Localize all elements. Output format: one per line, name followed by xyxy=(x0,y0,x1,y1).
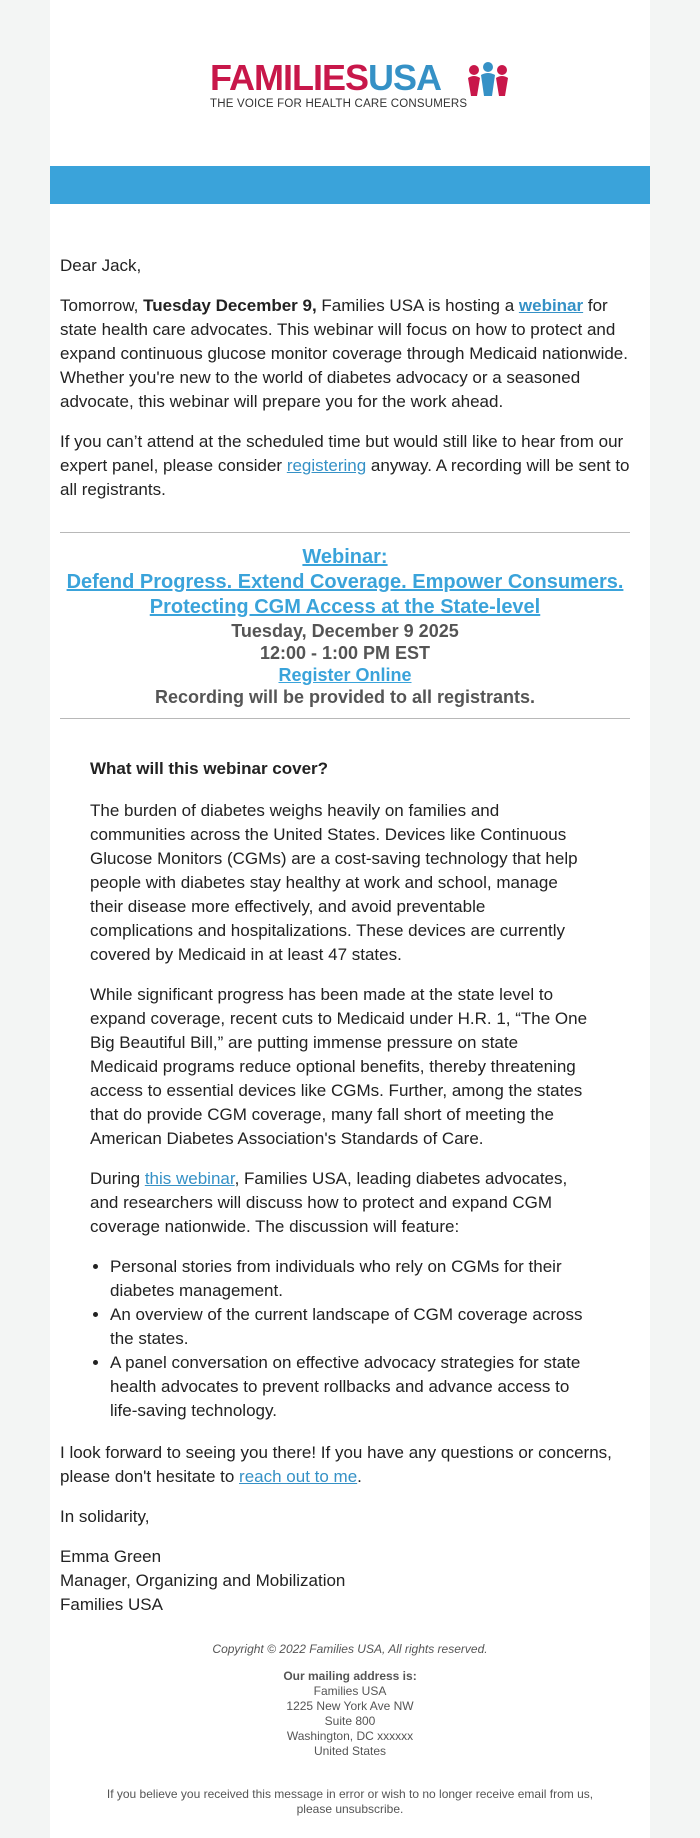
reach-out-link[interactable]: reach out to me xyxy=(239,1467,358,1486)
signature-org: Families USA xyxy=(60,1595,163,1614)
greeting: Dear Jack, xyxy=(60,256,142,275)
address-line: United States xyxy=(313,1744,387,1758)
list-item: • A panel conversation on effective advocacy strategies for state health advocates to prevent rollbacks and advance access to life-saving technology. xyxy=(110,1351,590,1423)
address-line: Suite 800 xyxy=(324,1714,376,1728)
families-usa-logo[interactable] xyxy=(210,57,510,120)
feature-list xyxy=(90,1255,590,1423)
logo-wordmark-families: FAMILIES xyxy=(210,57,369,98)
cover-paragraph-1: The burden of diabetes weighs heavily on families and communities across the United States. Devices like Continuous Glucose Monitors (CGMs) are a cost-saving technology that help people with diabetes stay healthy at work and school, manage their disease more effectively, and avoid preventable complications and hospitalizations. These devices are currently covered by Medicaid in at least 47 states. xyxy=(90,801,578,964)
webinar-date: Tuesday, December 9 2025 xyxy=(231,621,459,641)
logo-wordmark xyxy=(210,57,442,98)
people-icon xyxy=(466,62,510,98)
cover-heading: What will this webinar cover? xyxy=(90,759,329,778)
register-online-link[interactable]: Register Online xyxy=(278,665,412,685)
email-body xyxy=(60,254,630,1617)
mailing-address-label: Our mailing address is: xyxy=(283,1669,417,1683)
unsubscribe-text[interactable]: If you believe you received this message in error or wish to no longer receive email from us, please unsubscribe. xyxy=(106,1787,594,1816)
signature-role: Manager, Organizing and Mobilization xyxy=(60,1571,346,1590)
webinar-cover-section xyxy=(60,719,630,1423)
list-item: • An overview of the current landscape of CGM coverage across the states. xyxy=(110,1303,590,1351)
registering-link[interactable]: registering xyxy=(286,456,367,475)
copyright: Copyright © 2022 Families USA, All rights reserved. xyxy=(212,1642,488,1656)
logo-tagline: THE VOICE FOR HEALTH CARE CONSUMERS xyxy=(210,98,468,110)
recording-paragraph: If you can’t attend at the scheduled time but would still like to hear from our expert panel, please consider registering anyway. A recording will be sent to all registrants. xyxy=(60,432,630,499)
signature-name: Emma Green xyxy=(60,1547,162,1566)
email-container xyxy=(50,0,650,1838)
webinar-label-link[interactable]: Webinar: xyxy=(302,546,388,568)
recording-note: Recording will be provided to all registrants. xyxy=(154,687,536,707)
address-line: Washington, DC xxxxxx xyxy=(286,1729,414,1743)
intro-paragraph: Tomorrow, Tuesday December 9, Families USA is hosting a webinar for state health care advocates. This webinar will focus on how to protect and expand continuous glucose monitor coverage through Medicaid nationwide. Whether you're new to the world of diabetes advocacy or a seasoned advocate, this webinar will prepare you for the work ahead. xyxy=(60,296,628,411)
webinar-link[interactable]: webinar xyxy=(518,296,584,315)
email-footer xyxy=(50,1642,650,1817)
header-banner-bar xyxy=(50,166,650,204)
signature xyxy=(60,1545,630,1617)
logo-wordmark-usa: USA xyxy=(368,57,442,98)
webinar-details xyxy=(60,533,630,718)
list-item: • Personal stories from individuals who rely on CGMs for their diabetes management. xyxy=(110,1255,590,1303)
webinar-date-bold: Tuesday December 9, xyxy=(143,296,317,315)
webinar-title-line2[interactable]: Protecting CGM Access at the State-level xyxy=(149,596,541,618)
address-line: 1225 New York Ave NW xyxy=(286,1699,414,1713)
closing-paragraph: I look forward to seeing you there! If you have any questions or concerns, please don't hesitate to reach out to me. xyxy=(60,1443,612,1486)
signoff: In solidarity, xyxy=(60,1507,150,1526)
this-webinar-link[interactable]: this webinar xyxy=(144,1169,235,1188)
cover-paragraph-2: While significant progress has been made at the state level to expand coverage, recent cuts to Medicaid under H.R. 1, “The One Big Beautiful Bill,” are putting immense pressure on state Medicaid programs reduce optional benefits, thereby threatening access to essential devices like CGMs. Further, among the states that do provide CGM coverage, many fall short of meeting the American Diabetes Association's Standards of Care. xyxy=(90,985,588,1148)
webinar-title-line1[interactable]: Defend Progress. Extend Coverage. Empower Consumers. xyxy=(66,571,624,593)
cover-paragraph-3: During this webinar, Families USA, leading diabetes advocates, and researchers will discuss how to protect and expand CGM coverage nationwide. The discussion will feature: xyxy=(90,1169,568,1236)
webinar-time: 12:00 - 1:00 PM EST xyxy=(259,643,431,663)
address-line: Families USA xyxy=(313,1684,387,1698)
